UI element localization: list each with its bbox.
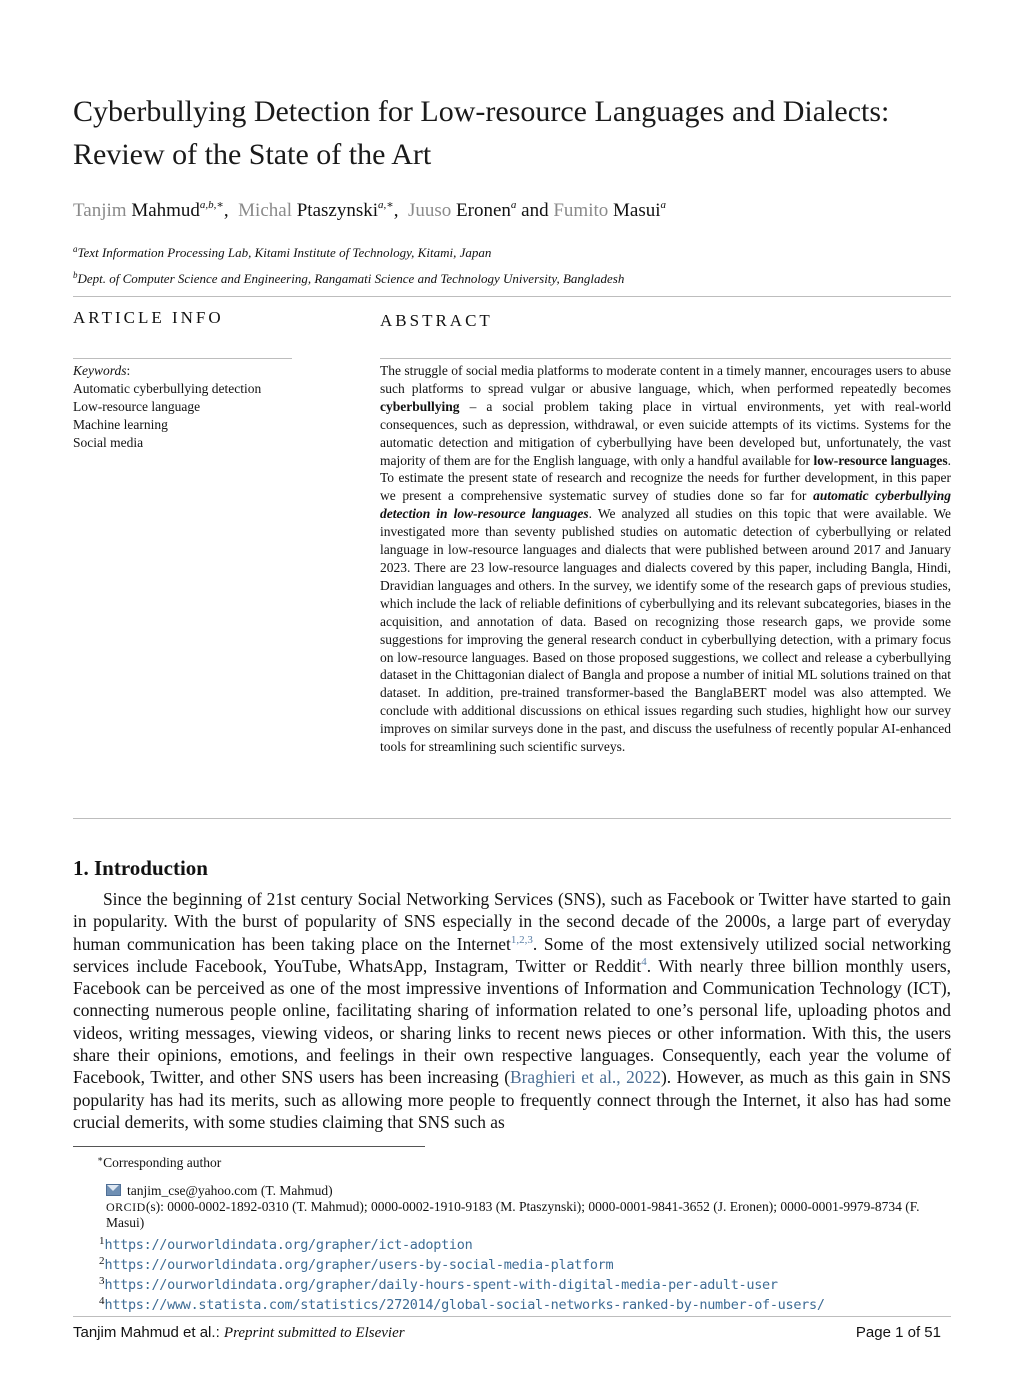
abstract-bottom-divider [73,818,951,819]
footnote-url[interactable]: https://ourworldindata.org/grapher/ict-adoption [104,1237,473,1253]
footer-author: Tanjim Mahmud et al. [73,1324,216,1341]
header-divider [73,296,951,297]
url-footnote: $^4$https://www.statista.com/statistics/272014/global-social-networks-ranked-by-number-of-users/ [99,1295,825,1313]
affiliation: $^b$Dept. of Computer Science and Engineering, Rangamati Science and Technology University, Bangladesh [73,270,625,286]
page-footer: Tanjim Mahmud et al.: Preprint submitted to Elsevier Page 1 of 51 [73,1324,941,1341]
author-name: Juuso Eronen$^a$ [408,199,517,221]
affiliation: $^a$Text Information Processing Lab, Kitami Institute of Technology, Kitami, Japan [73,244,492,260]
article-info-heading: ARTICLE INFO [73,308,224,327]
url-footnote: $^3$https://ourworldindata.org/grapher/daily-hours-spent-with-digital-media-per-adult-user [99,1275,778,1293]
corresponding-note: ∗Corresponding author [97,1154,222,1170]
keyword: Automatic cyberbullying detection [73,381,262,396]
citation-link[interactable]: Braghieri et al., 2022 [510,1067,661,1088]
keywords-label: Keywords [73,363,127,378]
keyword: Low-resource language [73,399,201,414]
footnote-url[interactable]: https://ourworldindata.org/grapher/daily-hours-spent-with-digital-media-per-adult-user [104,1277,778,1293]
author-list: Tanjim Mahmud$^{a,b,∗}$, Michal Ptaszynski$^{a,∗}$, Juuso Eronen$^a$ and Fumito Masui$^a$ [73,199,667,221]
email-line [106,1183,951,1199]
affiliations [73,238,624,290]
footnote-url[interactable]: https://ourworldindata.org/grapher/users-by-social-media-platform [104,1257,614,1273]
author-name: Michal Ptaszynski$^{a,∗}$ [238,199,394,221]
footnotes [73,1151,951,1313]
footnote-url[interactable]: https://www.statista.com/statistics/272014/global-social-networks-ranked-by-number-of-users/ [104,1297,825,1313]
paper-title: Cyberbullying Detection for Low-resource Languages and Dialects: Review of the State of the Art [73,95,890,171]
article-info-divider [73,358,292,359]
email-link[interactable]: tanjim_cse@yahoo.com (T. Mahmud) [127,1183,333,1198]
abstract-text: The struggle of social media platforms to moderate content in a timely manner, encourages users to abuse such platforms to spread vulgar or abusive language, which, when performed repeatedly becomes cyberbullying – a social problem taking place in virtual environments, yet with real-world consequences, such as depression, withdrawal, or even suicide attempts of its victims. Systems for the automatic detection and mitigation of cyberbullying have been developed but, unfortunately, the vast majority of them are for the English language, with only a handful available for low-resource languages. To estimate the present state of research and recognize the needs for further development, in this paper we present a comprehensive systematic survey of studies done so far for automatic cyberbullying detection in low-resource languages. We analyzed all studies on this topic that were available. We investigated more than seventy published studies on automatic detection of cyberbullying or related language in low-resource languages and dialects that were published between around 2017 and January 2023. There are 23 low-resource languages and dialects covered by this paper, including Bangla, Hindi, Dravidian languages and others. In the survey, we identify some of the research gaps of previous studies, which include the lack of reliable definitions of cyberbullying and its relevant subcategories, biases in the acquisition, and annotation of data. Based on recognizing those research gaps, we provide some suggestions for improving the general research conduct in cyberbullying detection, with a primary focus on low-resource languages. Based on those proposed suggestions, we collect and release a cyberbullying dataset in the Chittagonian dialect of Bangla and propose a number of initial ML solutions trained on that dataset. In addition, pre-trained transformer-based the BanglaBERT model was also attempted. We conclude with additional discussions on ethical issues regarding such studies, highlight how our survey improves on similar surveys done in the past, and discuss the usefulness of recently popular AI-enhanced tools for streamlining such scientific surveys. [380,363,951,755]
abstract-heading: ABSTRACT [380,311,493,330]
introduction-paragraph: Since the beginning of 21st century Social Networking Services (SNS), such as Facebook or Twitter have started to gain in popularity. With the burst of popularity of SNS especially in the second decade of the 2000s, a large part of everyday human communication has been taking place on the Internet$^{1,2,3}$. Some of the most extensively utilized social networking services include Facebook, YouTube, WhatsApp, Instagram, Twitter or Reddit$^4$. With nearly three billion monthly users, Facebook can be perceived as one of the most impressive inventions of Information and Communication Technology (ICT), connecting numerous people online, facilitating sharing of information related to one’s personal life, uploading photos and videos, writing messages, viewing videos, or sharing links to recent news pieces or other information. With this, the users share their opinions, emotions, and feelings in their own respective languages. Consequently, each year the volume of Facebook, Twitter, and other SNS users has been increasing (Braghieri et al., 2022). However, as much as this gain in SNS popularity has had its merits, such as allowing more people to frequently connect through the Internet, it also has had some crucial demerits, with some studies claiming that SNS such as [73,889,952,1132]
footnote-divider [73,1146,425,1147]
keyword: Social media [73,435,144,450]
footnote-ref[interactable]: 4 [641,955,647,968]
abstract-divider [380,358,951,359]
orcid-line: ORCID(s): 0000-0002-1892-0310 (T. Mahmud); 0000-0002-1910-9183 (M. Ptaszynski); 0000-0001-9841-3652 (J. Eronen); 0000-0001-9979-8734 (F. Masui) [106,1199,920,1230]
author-name: Tanjim Mahmud$^{a,b,∗}$ [73,199,224,221]
keyword: Machine learning [73,417,168,432]
footnote-ref[interactable]: 1,2,3 [510,933,533,946]
introduction-heading: 1. Introduction [73,856,208,880]
url-footnote: $^2$https://ourworldindata.org/grapher/users-by-social-media-platform [99,1255,614,1273]
footer-journal: Preprint submitted to Elsevier [223,1325,405,1341]
author-name: Fumito Masui$^a$ [553,199,667,221]
footer-divider [73,1316,951,1317]
url-footnote: $^1$https://ourworldindata.org/grapher/ict-adoption [99,1235,473,1253]
mail-icon [106,1184,121,1196]
page-number: Page 1 of 51 [855,1324,941,1341]
keywords-block: Keywords: Automatic cyberbullying detection Low-resource language Machine learning Social media [73,363,262,450]
